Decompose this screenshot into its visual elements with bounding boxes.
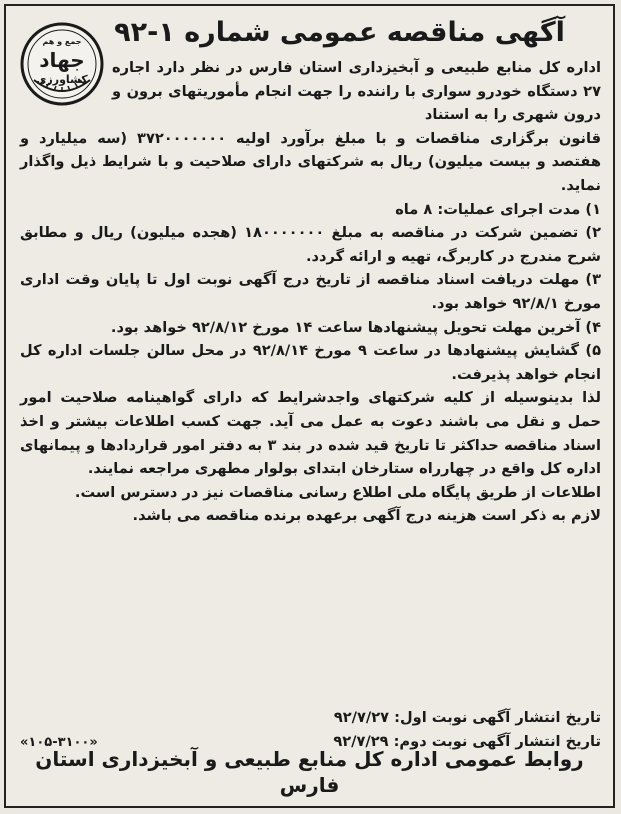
condition-item-2: ۲) تضمین شرکت در مناقصه به مبلغ ۱۸۰۰۰۰۰۰۰ (هجده میلیون) ریال و مطابق شرح مندرج در کاربرگ، تهیه و ارائه گردد. xyxy=(20,224,601,265)
condition-item-4: ۴) آخرین مهلت تحویل پیشنهادها ساعت ۱۴ مورخ ۹۲/۸/۱۲ خواهد بود. xyxy=(110,318,601,336)
intro-paragraph: اداره کل منابع طبیعی و آبخیزداری استان فارس در نظر دارد اجاره ۲۷ دستگاه خودرو سواری با راننده را جهت انجام مأموریتهای برون و درون شهری را به استناد xyxy=(112,59,601,124)
first-publish-date: تاریخ انتشار آگهی نوبت اول: ۹۲/۷/۲۷ xyxy=(333,709,601,726)
notice-code: «۱۰۵-۳۱۰۰» xyxy=(20,734,98,750)
notice-title: آگهی مناقصه عمومی شماره ۱-۹۲ xyxy=(114,17,565,48)
invitation-paragraph: لذا بدینوسیله از کلیه شرکتهای واجدشرایط که دارای گواهینامه صلاحیت امور حمل و نقل می باشند دعوت به عمل می آید. جهت کسب اطلاعات بیشتر و اخذ اسناد مناقصه حداکثر تا تاریخ قید شده در بند ۳ به دفتر امور قراردادها و پیمانهای اداره کل واقع در چهارراه ستارخان ابتدای بولوار مطهری مراجعه نمایند. xyxy=(20,389,602,478)
notice-body xyxy=(20,56,601,528)
intro-paragraph-continued: قانون برگزاری مناقصات و با مبلغ برآورد اولیه ۳۷۲۰۰۰۰۰۰۰ (سه میلیارد و هفتصد و بیست میلیون) ریال به شرکتهای دارای صلاحیت و با شرایط ذیل واگذار نماید. xyxy=(20,129,601,194)
condition-item-3: ۳) مهلت دریافت اسناد مناقصه از تاریخ درج آگهی نوبت اول تا پایان وقت اداری مورخ ۹۲/۸/۱ خواهد بود. xyxy=(20,271,601,312)
tender-notice xyxy=(4,4,615,808)
condition-item-5: ۵) گشایش پیشنهادها در ساعت ۹ مورخ ۹۲/۸/۱۴ در محل سالن جلسات اداره کل انجام خواهد پذیرفت. xyxy=(20,342,601,383)
logo-top-text: جمع و هم xyxy=(42,37,82,46)
portal-note: اطلاعات از طریق پایگاه ملی اطلاع رسانی مناقصات نیز در دسترس است. xyxy=(74,483,601,501)
first-publish-row xyxy=(20,706,601,730)
condition-item-1: ۱) مدت اجرای عملیات: ۸ ماه xyxy=(395,200,601,218)
second-publish-date: تاریخ انتشار آگهی نوبت دوم: ۹۲/۷/۲۹ xyxy=(333,732,601,750)
logo-main-text: جهاد xyxy=(39,48,85,72)
cost-note: لازم به ذکر است هزینه درج آگهی برعهده برنده مناقصه می باشد. xyxy=(132,507,601,525)
logo-sub-text: کشاورزی xyxy=(36,73,88,86)
public-relations-signature: روابط عمومی اداره کل منابع طبیعی و آبخیزداری استان فارس xyxy=(35,747,584,797)
